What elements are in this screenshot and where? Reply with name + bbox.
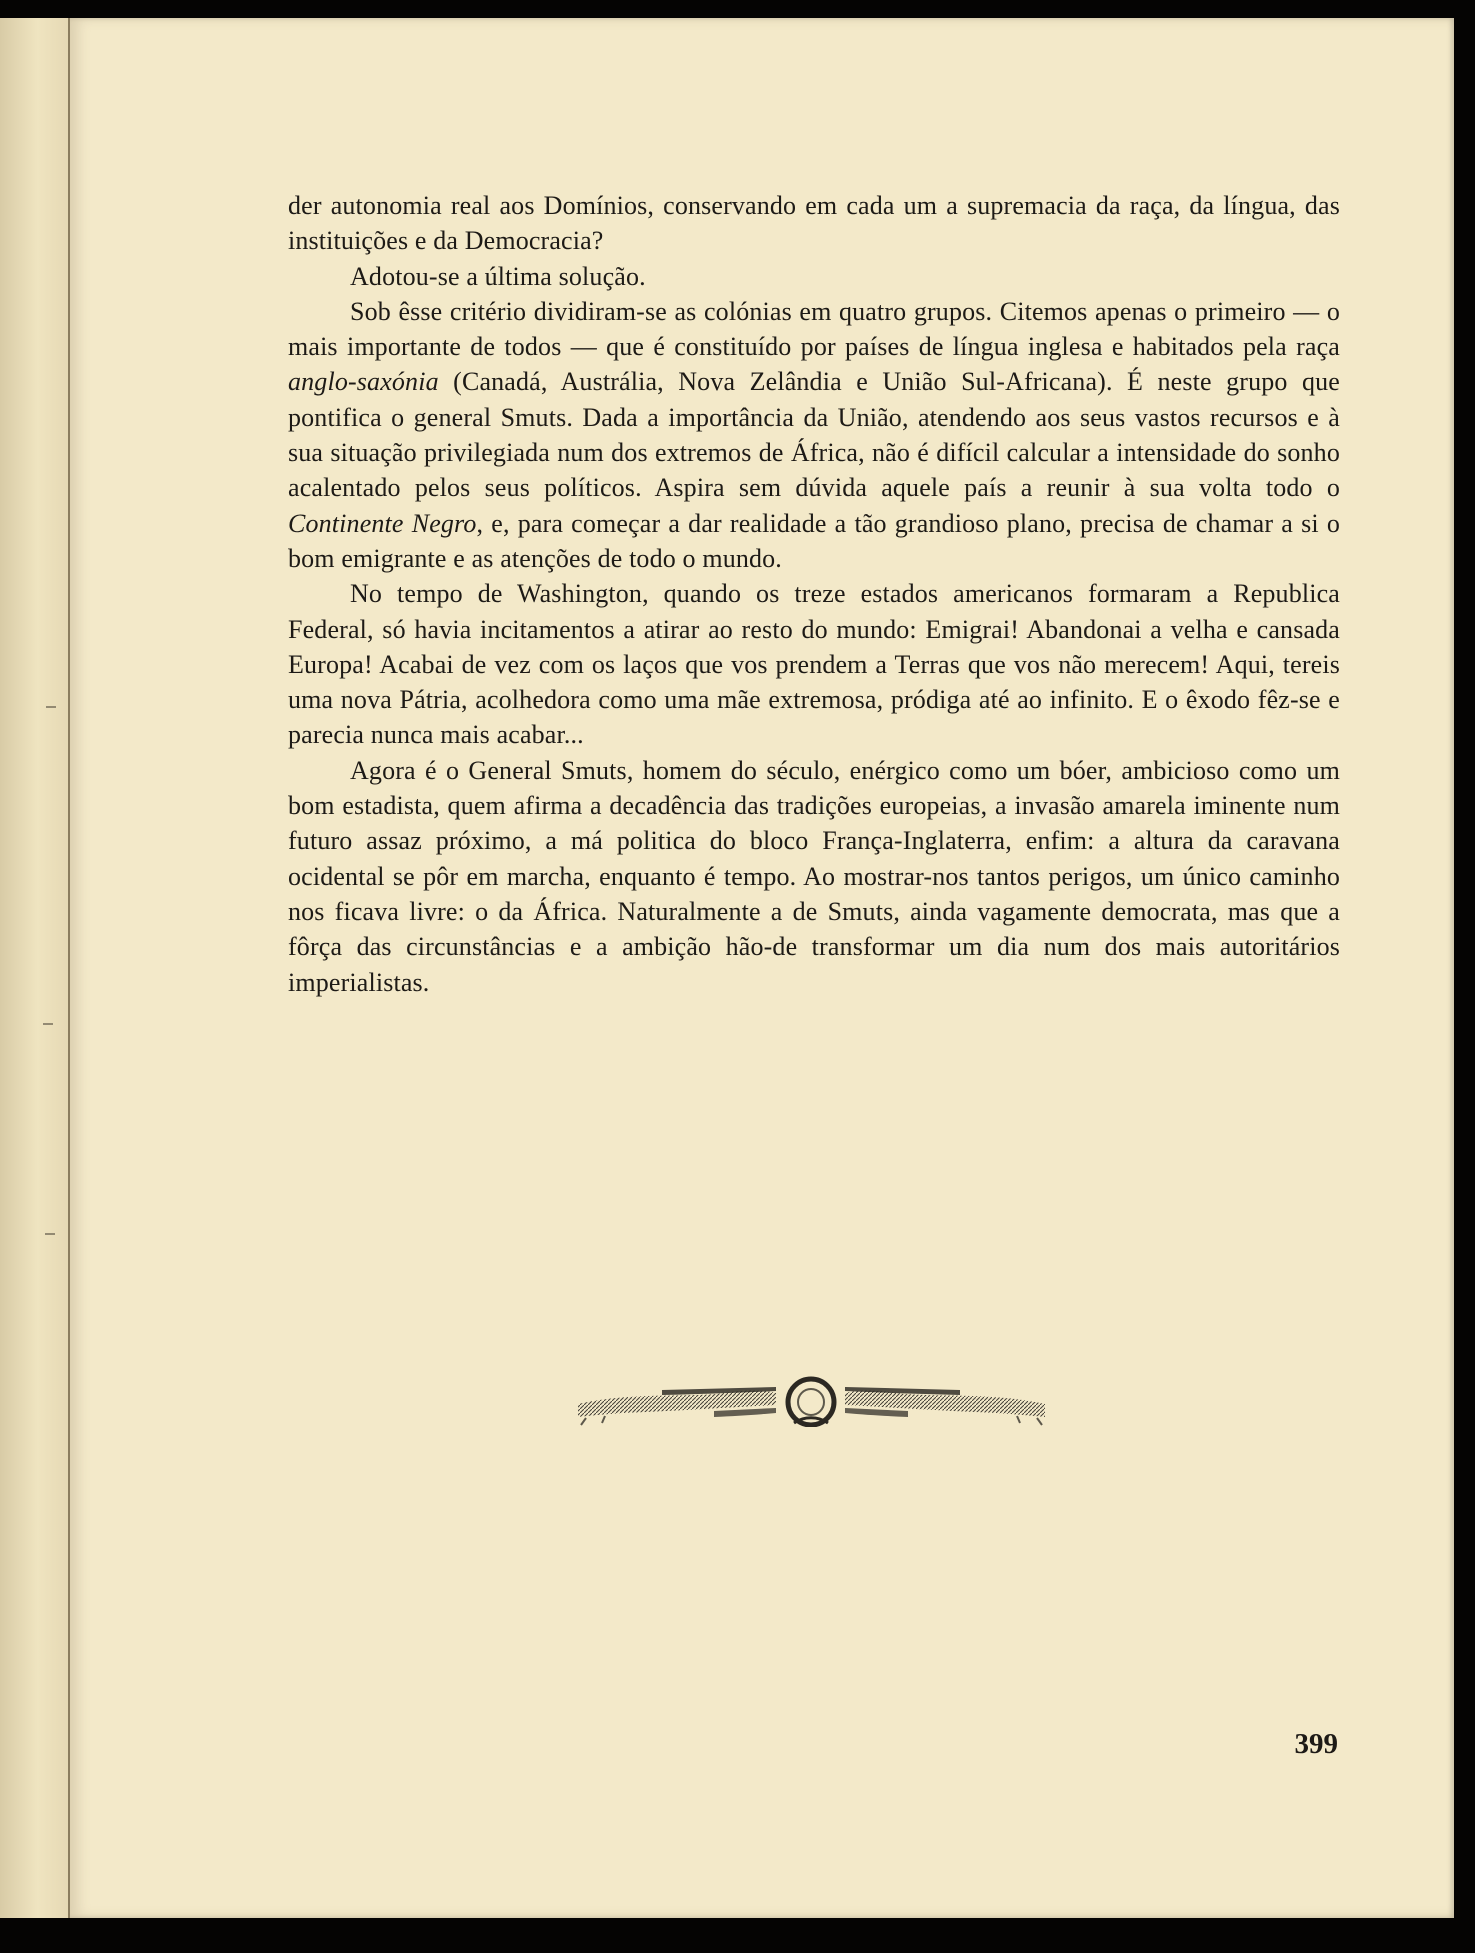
binding-mark	[43, 1023, 53, 1025]
body-text	[288, 188, 1340, 1000]
paragraph-text-segment: (Canadá, Austrália, Nova Zelândia e União Sul-Africana). É neste grupo que pontifica o general Smuts. Dada a importância da União, atendendo aos seus vastos recursos e à sua situação privilegiada num dos extremos de África, não é difícil calcular a intensidade do sonho acalentado pelos seus políticos. Aspira sem dúvida aquele país a reunir à sua volta todo o	[288, 367, 1340, 503]
paragraph-adopted-solution: Adotou-se a última solução.	[350, 261, 646, 291]
paragraph-text-segment: , e, para começar a dar realidade a tão grandioso plano, precisa de chamar a si o bom emigrante e as atenções de todo o mundo.	[288, 508, 1340, 573]
paragraph-text-segment: Sob êsse critério dividiram-se as colónias em quatro grupos. Citemos apenas o primeiro — o mais importante de todos — que é constituído por países de língua inglesa e habitados pela raça	[288, 296, 1340, 362]
italic-term-anglo-saxonia: anglo-saxónia	[288, 367, 439, 397]
page-number: 399	[1294, 1728, 1338, 1760]
paragraph-continuation: der autonomia real aos Domínios, conservando em cada um a supremacia da raça, da língua, das instituições e da Democracia?	[288, 191, 1340, 256]
binding-mark	[46, 706, 56, 708]
decorative-divider-icon	[572, 1373, 1050, 1427]
paragraph-smuts: Agora é o General Smuts, homem do século, enérgico como um bóer, ambicioso como um bom estadista, quem afirma a decadência das tradições europeias, a invasão amarela iminente num futuro assaz próximo, a má politica do bloco França-Inglaterra, enfim: a altura da caravana ocidental se pôr em marcha, enquanto é tempo. Ao mostrar-nos tantos perigos, um único caminho nos ficava livre: o da África. Naturalmente a de Smuts, ainda vagamente democrata, mas que a fôrça das circunstâncias e a ambição hão-de transformar um dia num dos mais autoritários imperialistas.	[288, 755, 1340, 997]
paragraph-washington: No tempo de Washington, quando os treze estados americanos formaram a Republica Federal, só havia incitamentos a atirar ao resto do mundo: Emigrai! Abandonai a velha e cansada Europa! Acabai de vez com os laços que vos prendem a Terras que vos não merecem! Aqui, tereis uma nova Pátria, acolhedora como uma mãe extremosa, pródiga até ao infinito. E o êxodo fêz-se e parecia nunca mais acabar...	[288, 579, 1340, 750]
facing-page-edge	[0, 18, 70, 1918]
binding-mark	[45, 1233, 55, 1235]
italic-term-continente-negro: Continente Negro	[288, 508, 477, 538]
book-page	[70, 18, 1454, 1918]
paragraph-colony-groups	[288, 294, 1340, 576]
